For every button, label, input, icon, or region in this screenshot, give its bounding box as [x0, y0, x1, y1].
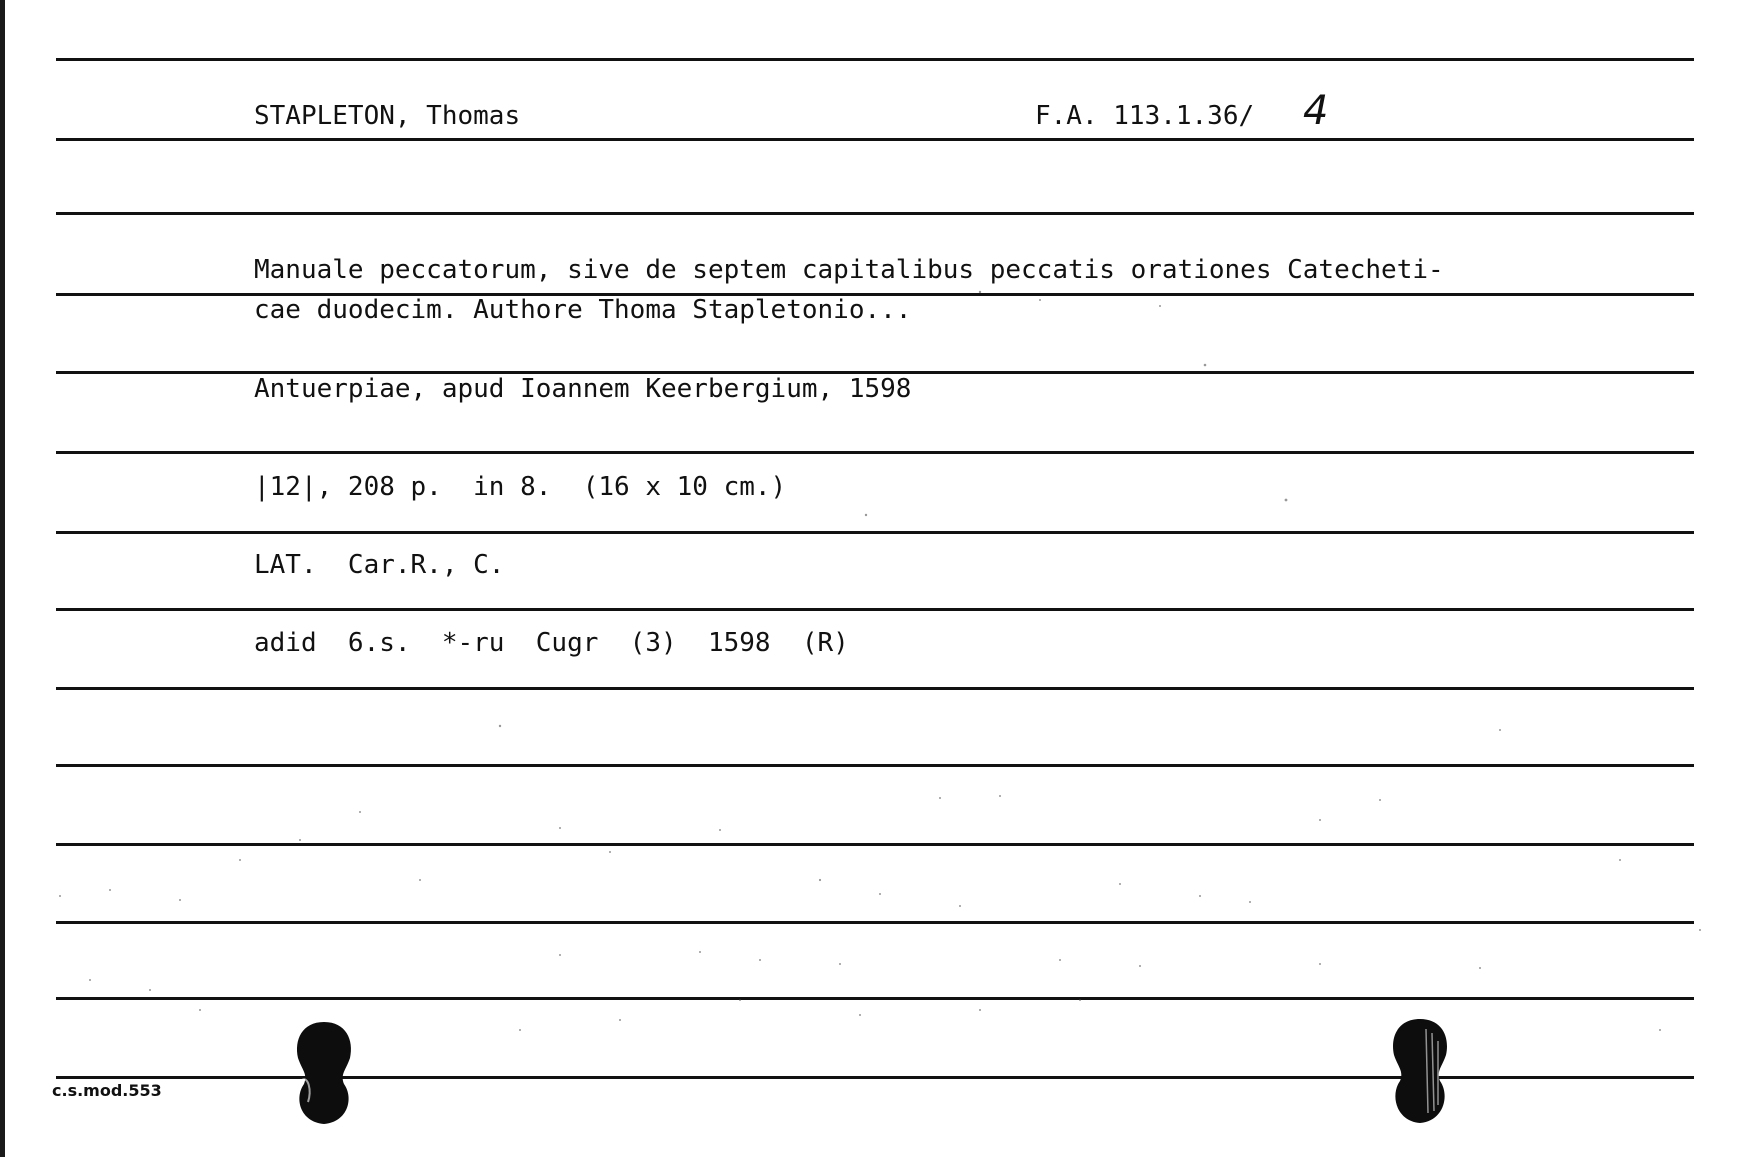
- form-code: c.s.mod.553: [52, 1081, 162, 1100]
- rule-line: [56, 138, 1694, 141]
- rule-line: [56, 608, 1694, 611]
- rule-line: [56, 687, 1694, 690]
- rule-line: [56, 921, 1694, 924]
- shelfmark: F.A. 113.1.36/: [1035, 101, 1255, 131]
- imprint: Antuerpiae, apud Ioannem Keerbergium, 1598: [254, 374, 912, 404]
- language-note: LAT. Car.R., C.: [254, 550, 505, 580]
- punched-hole-left: [284, 1018, 364, 1128]
- title-line-1: Manuale peccatorum, sive de septem capitalibus peccatis orationes Catecheti-: [254, 255, 1444, 285]
- rule-line: [56, 531, 1694, 534]
- title-line-2: cae duodecim. Authore Thoma Stapletonio...: [254, 295, 912, 325]
- handwritten-copy-number: 4: [1303, 88, 1329, 134]
- author-heading: STAPLETON, Thomas: [254, 101, 521, 131]
- rule-line: [56, 764, 1694, 767]
- collation: |12|, 208 p. in 8. (16 x 10 cm.): [254, 472, 787, 502]
- rule-line: [56, 212, 1694, 215]
- rule-line: [56, 58, 1694, 61]
- rule-line: [56, 843, 1694, 846]
- rule-line: [56, 997, 1694, 1000]
- card-left-edge: [0, 0, 5, 1157]
- rule-line: [56, 451, 1694, 454]
- punched-hole-right: [1380, 1015, 1460, 1127]
- fingerprint: adid 6.s. *-ru Cugr (3) 1598 (R): [254, 628, 849, 658]
